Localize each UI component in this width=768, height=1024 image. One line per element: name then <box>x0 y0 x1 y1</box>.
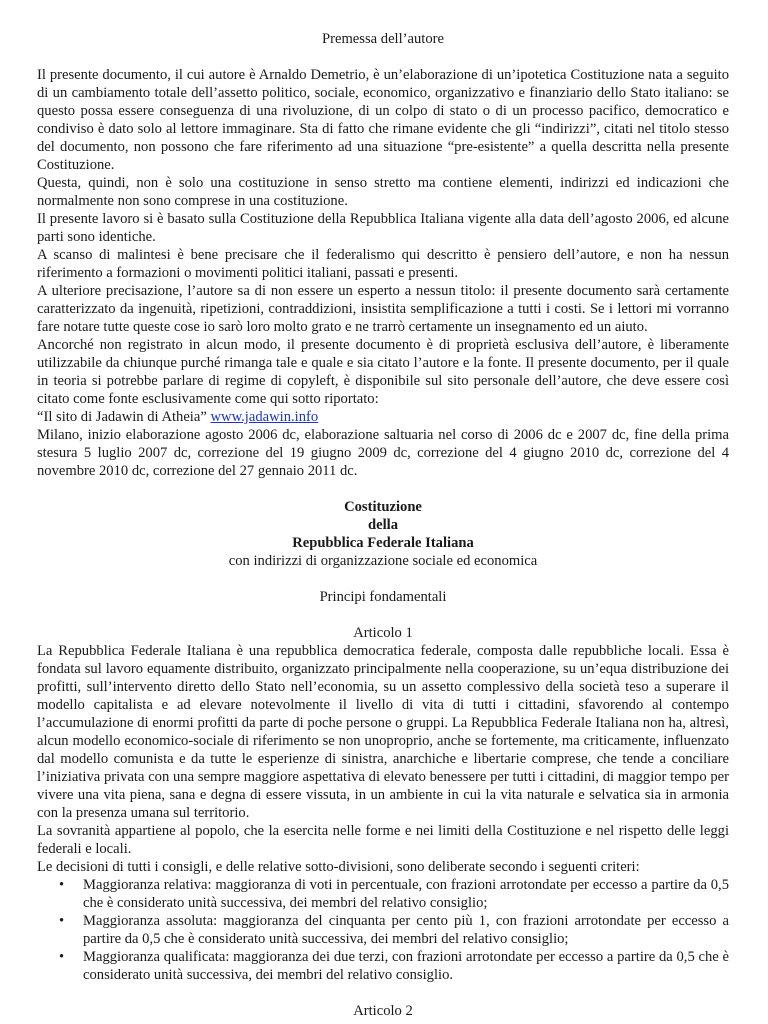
criteria-item <box>37 876 729 912</box>
bullet-icon: • <box>59 913 65 929</box>
constitution-title-line-3: Repubblica Federale Italiana <box>292 535 474 551</box>
criteria-item-text: Maggioranza assoluta: maggioranza del cinquanta per cento più 1, con frazioni arrotondate per eccesso a partire da 0,5 che è considerato unità successiva, dei membri del relativo consiglio; <box>83 913 729 947</box>
criteria-item <box>37 912 729 948</box>
spacer <box>37 984 729 1002</box>
section-heading: Principi fondamentali <box>319 589 447 605</box>
preface-title: Premessa dell’autore <box>322 31 444 47</box>
preface-paragraph-7: Milano, inizio elaborazione agosto 2006 dc, elaborazione saltuaria nel corso di 2006 dc e 2007 dc, fine della prima stesura 5 luglio 2007 dc, correzione del 19 giugno 2009 dc, correzione del 4 giugno 2010 dc, correzione del 4 novembre 2010 dc, correzione del 27 gennaio 2011 dc. <box>37 427 729 479</box>
preface-paragraph-6: Ancorché non registrato in alcun modo, il presente documento è di proprietà esclusiva dell’autore, è liberamente utilizzabile da chiunque purché rimanga tale e quale e sia citato l’autore e la fonte. Il presente documento, per il quale in teoria si potrebbe parlare di regime di copyleft, è disponibile sul sito personale dell’autore, che deve essere così citato come fonte esclusivamente come qui sotto riportato: <box>37 337 729 407</box>
preface-paragraph-1: Il presente documento, il cui autore è Arnaldo Demetrio, è un’elaborazione di un’ipotetica Costituzione nata a seguito di un cambiamento totale dell’assetto politico, sociale, economico, organizzativo e finanziario dello Stato italiano: se questo possa essere conseguenza di una rivoluzione, di un colpo di stato o di un processo pacifico, democratico e condiviso è dato solo al lettore immaginare. Sta di fatto che rimane evidente che gli “indirizzi”, citati nel titolo stesso del documento, non possono che fare riferimento ad una situazione “pre-esistente” a quella descritta nella presente Costituzione. <box>37 67 729 173</box>
site-link[interactable]: www.jadawin.info <box>210 409 319 425</box>
article-1-paragraph-3: Le decisioni di tutti i consigli, e delle relative sotto-divisioni, sono deliberate secondo i seguenti criteri: <box>37 859 640 875</box>
criteria-item <box>37 948 729 984</box>
constitution-title-line-1: Costituzione <box>344 499 422 515</box>
preface-paragraph-3: Il presente lavoro si è basato sulla Costituzione della Repubblica Italiana vigente alla data dell’agosto 2006, ed alcune parti sono identiche. <box>37 211 729 245</box>
preface-paragraph-4: A scanso di malintesi è bene precisare che il federalismo qui descritto è pensiero dell’autore, e non ha nessun riferimento a formazioni o movimenti politici italiani, passati e presenti. <box>37 247 729 281</box>
criteria-list <box>37 876 729 984</box>
article-2-title: Articolo 2 <box>353 1003 413 1019</box>
spacer <box>37 570 729 588</box>
constitution-title-line-2: della <box>368 517 398 533</box>
spacer <box>37 606 729 624</box>
spacer <box>37 480 729 498</box>
site-label: “Il sito di Jadawin di Atheia” <box>37 409 207 425</box>
document-page <box>37 30 729 1022</box>
article-1-title: Articolo 1 <box>353 625 413 641</box>
preface-paragraph-2: Questa, quindi, non è solo una costituzione in senso stretto ma contiene elementi, indirizzi ed indicazioni che normalmente non sono comprese in una costituzione. <box>37 175 729 209</box>
bullet-icon: • <box>59 877 65 893</box>
criteria-item-text: Maggioranza qualificata: maggioranza dei due terzi, con frazioni arrotondate per eccesso a partire da 0,5 che è considerato unità successiva, dei membri del relativo consiglio. <box>83 949 729 983</box>
criteria-item-text: Maggioranza relativa: maggioranza di voti in percentuale, con frazioni arrotondate per eccesso a partire da 0,5 che è considerato unità successiva, dei membri del relativo consiglio; <box>83 877 729 911</box>
site-citation <box>37 408 729 426</box>
spacer <box>37 48 729 66</box>
article-1-paragraph-2: La sovranità appartiene al popolo, che la esercita nelle forme e nei limiti della Costituzione e nel rispetto delle leggi federali e locali. <box>37 823 729 857</box>
article-1-paragraph-1: La Repubblica Federale Italiana è una repubblica democratica federale, composta dalle repubbliche locali. Essa è fondata sul lavoro equamente distribuito, organizzato principalmente nella cooperazione, su un’equa distribuzione dei profitti, sull’intervento diretto dello Stato nell’economia, su un assetto complessivo della società teso a superare il modello capitalista e ad elevare notevolmente il livello di vita di tutti i cittadini, sfavorendo al contempo l’accumulazione di enormi profitti da parte di poche persone o gruppi. La Repubblica Federale Italiana non ha, altresì, alcun modello economico-sociale di riferimento se non unoproprio, anche se fortemente, ma criticamente, influenzato dal modello comunista e da tutte le esperienze di sinistra, anarchiche e libertarie comprese, che tende a conciliare l’iniziativa privata con una sempre maggiore aspettativa di elevato benessere per tutti i cittadini, di maggior tempo per vivere una vita piena, sana e degna di essere vissuta, in un ambiente in cui la vita naturale e selvatica sia in armonia con la presenza umana sul territorio. <box>37 643 729 821</box>
preface-paragraph-5: A ulteriore precisazione, l’autore sa di non essere un esperto a nessun titolo: il presente documento sarà certamente caratterizzato da ingenuità, ripetizioni, contraddizioni, insistita semplificazione a tutti i costi. Se i lettori mi vorranno fare notare tutte queste cose io sarò loro molto grato e ne trarrò certamente un insegnamento ed un aiuto. <box>37 283 729 335</box>
bullet-icon: • <box>59 949 65 965</box>
constitution-subtitle: con indirizzi di organizzazione sociale ed economica <box>228 553 538 569</box>
